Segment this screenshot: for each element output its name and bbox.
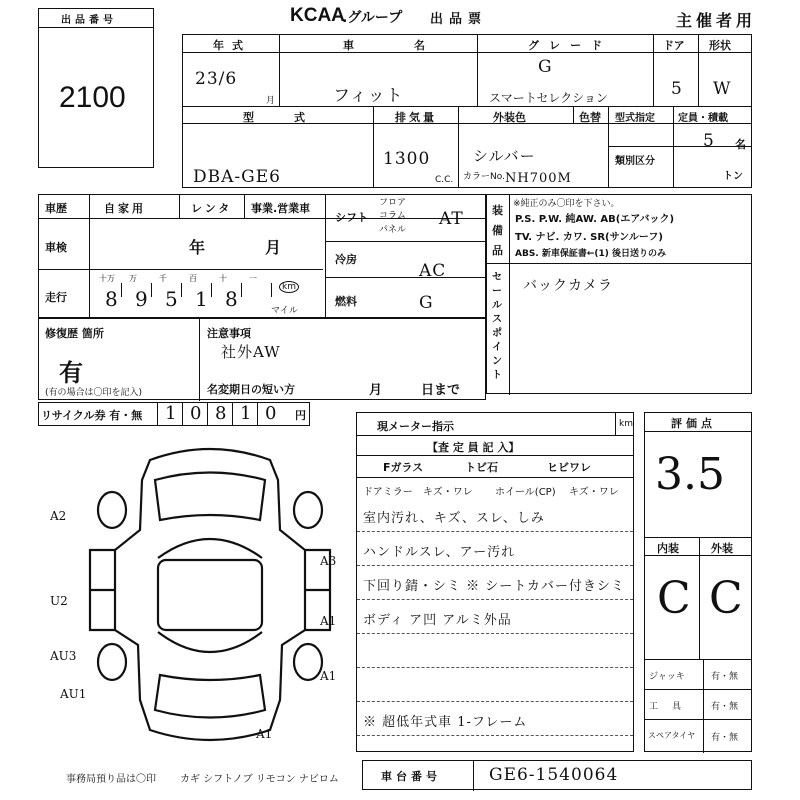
recycle-digit: 0 xyxy=(190,403,203,424)
inspector-note-line: ボディ ア凹 アルミ外品 xyxy=(363,613,512,628)
door-label: ドア xyxy=(663,39,685,52)
displacement-value: 1300 xyxy=(383,149,431,169)
tools-label: 工具 xyxy=(649,702,696,712)
km-label: km xyxy=(279,281,299,293)
capacity-unit: 名 xyxy=(735,138,746,151)
mileage-digit: 8 xyxy=(225,287,239,311)
grade-value: G xyxy=(538,57,553,77)
fuel-label: 燃料 xyxy=(335,295,357,308)
ac-label: 冷房 xyxy=(335,253,357,266)
equipment-line1: P.S. P.W. 純AW. AB(エアバック) xyxy=(515,214,675,225)
recycle-digit: 8 xyxy=(215,403,228,424)
damage-code-label: A1 xyxy=(256,727,273,741)
tools-yes-no: 有・無 xyxy=(711,702,739,712)
model-value: DBA-GE6 xyxy=(193,167,281,187)
mileage-digit: 1 xyxy=(195,287,209,311)
vehicle-info-table xyxy=(182,34,752,188)
wheel-label: ホイール(CP) xyxy=(495,487,556,498)
capacity-label: 定員・積載 xyxy=(678,113,728,124)
color-value: シルバー xyxy=(473,147,536,165)
mileage-digit: 8 xyxy=(105,287,119,311)
exterior-label: 外装 xyxy=(711,542,733,555)
damage-code-label: AU3 xyxy=(50,649,77,663)
score-label: 評価点 xyxy=(671,417,716,430)
inspector-title: 【査 定 員 記 入】 xyxy=(427,441,520,454)
damage-code-label: A2 xyxy=(50,509,67,523)
deadline-day: 日まで xyxy=(421,383,461,398)
lot-number-box xyxy=(38,8,154,168)
damage-code-label: A3 xyxy=(320,554,337,568)
inspection-label: 車検 xyxy=(45,241,67,254)
mileage-digit: 9 xyxy=(135,287,149,311)
car-name-value: フィット xyxy=(333,86,404,106)
sales-point-value: バックカメラ xyxy=(523,278,613,294)
color-change-label: 色替 xyxy=(579,111,601,124)
inspector-note-line: ハンドルスレ、アー汚れ xyxy=(363,545,516,560)
mileage-unit-label: 万 xyxy=(129,274,137,283)
shift-value: AT xyxy=(439,209,464,229)
mileage-label: 走行 xyxy=(45,291,67,304)
inspector-note-line: 室内汚れ、キズ、スレ、しみ xyxy=(363,511,545,526)
inspector-note-line: ※ 超低年式車 1-フレーム xyxy=(363,715,528,730)
exterior-value: C xyxy=(709,573,743,624)
floor-label: フロア xyxy=(379,198,407,208)
chassis-label: 車台番号 xyxy=(381,770,441,783)
damage-code-label: A1 xyxy=(320,669,337,683)
panel-label: パネル xyxy=(379,225,407,235)
color-no-label: カラーNo. xyxy=(463,172,505,182)
equipment-side-label: 装備品 xyxy=(492,204,503,257)
jack-label: ジャッキ xyxy=(649,672,685,682)
interior-value: C xyxy=(657,573,691,624)
repair-label: 修復歴 箇所 xyxy=(45,327,104,340)
car-damage-diagram xyxy=(50,440,360,760)
displacement-label: 排気量 xyxy=(395,111,437,124)
model-label: 型式 xyxy=(243,111,345,124)
private-use-label: 自家用 xyxy=(104,202,146,215)
organizer-label: 主催者用 xyxy=(676,11,757,30)
chassis-box xyxy=(362,760,752,790)
chassis-value: GE6-1540064 xyxy=(489,765,619,785)
door-mirror-label: ドアミラー xyxy=(363,487,413,498)
mileage-unit-label: 一 xyxy=(249,274,257,283)
capacity-value: 5 xyxy=(703,131,715,151)
shape-label: 形状 xyxy=(709,39,731,52)
cc-unit: C.C. xyxy=(435,175,454,185)
recycle-digit: 1 xyxy=(165,403,178,424)
recycle-digit: 0 xyxy=(265,403,278,424)
equipment-line3: ABS. 新車保証書←(1) 後日送りのみ xyxy=(515,249,667,259)
door-value: 5 xyxy=(671,79,683,99)
fuel-value: G xyxy=(419,293,434,313)
business-label: 事業.営業車 xyxy=(251,202,311,215)
damage-code-label: U2 xyxy=(50,594,68,608)
mileage-unit-label: 十 xyxy=(219,274,227,283)
office-note: 事務局預り品は〇印 xyxy=(66,774,156,785)
mileage-unit-label: 百 xyxy=(189,274,197,283)
recycle-unit: 円 xyxy=(295,409,306,422)
deadline-month: 月 xyxy=(369,383,383,398)
mileage-digit: 5 xyxy=(165,287,179,311)
equipment-note: ※純正のみ〇印を下さい。 xyxy=(513,199,620,209)
year-label: 年式 xyxy=(213,39,251,52)
lot-number-label: 出品番号 xyxy=(61,15,117,26)
color-label: 外装色 xyxy=(493,111,526,124)
equipment-line2: TV. ナビ. カワ. SR(サンルーフ) xyxy=(515,232,663,243)
deadline-label: 名変期日の短い方 xyxy=(207,383,295,396)
fglass-label: Fガラス xyxy=(383,461,424,474)
recycle-box xyxy=(38,402,310,426)
office-items: カギ シフトノブ リモコン ナビロム xyxy=(180,774,339,785)
fglass-crack: ヒビワレ xyxy=(547,461,591,474)
sales-point-label: セールスポイント xyxy=(492,272,502,381)
brand-logo: KCAA xyxy=(290,5,345,26)
rating-box xyxy=(644,412,752,752)
ton-unit: トン xyxy=(723,171,743,182)
shape-value: W xyxy=(713,79,732,99)
inspection-month: 月 xyxy=(265,238,282,257)
score-value: 3.5 xyxy=(655,449,725,500)
meter-label: 現メーター指示 xyxy=(377,420,454,433)
color-no-value: NH700M xyxy=(505,171,572,186)
mile-label: マイル xyxy=(271,306,298,316)
wheel-option: キズ・ワレ xyxy=(569,487,619,498)
recycle-label: リサイクル券 有・無 xyxy=(41,409,143,422)
interior-label: 内装 xyxy=(657,542,679,555)
rental-label: レンタ xyxy=(191,202,233,215)
remarks-value: 社外AW xyxy=(221,343,281,361)
jack-yes-no: 有・無 xyxy=(711,672,739,682)
inspector-note-line: 下回り錆・シミ ※ シートカバー付きシミ xyxy=(363,579,625,594)
lot-number: 2100 xyxy=(59,81,126,114)
inspection-year: 年 xyxy=(189,238,206,257)
month-char: 月 xyxy=(266,96,276,106)
spare-label: スペアタイヤ xyxy=(648,731,696,740)
history-label: 車歴 xyxy=(45,202,67,215)
meter-unit: km xyxy=(619,419,633,429)
inspector-notes-box xyxy=(356,412,634,752)
recycle-digit: 1 xyxy=(240,403,253,424)
equipment-box xyxy=(486,194,752,394)
grade-sub: スマートセレクション xyxy=(489,91,608,105)
ac-value: AC xyxy=(419,261,447,281)
spare-yes-no: 有・無 xyxy=(711,733,739,743)
year-value: 23/6 xyxy=(195,69,238,89)
repair-note: (有の場合は〇印を記入) xyxy=(45,388,143,398)
grade-label: グレード xyxy=(528,39,612,52)
damage-code-label: AU1 xyxy=(60,687,87,701)
repair-table xyxy=(38,318,486,400)
car-name-label: 車名 xyxy=(343,39,485,52)
type-designation-label: 型式指定 xyxy=(615,113,655,124)
damage-code-label: A1 xyxy=(320,614,337,628)
fglass-chip: トビ石 xyxy=(465,461,498,474)
mileage-unit-label: 千 xyxy=(159,274,167,283)
shift-label: シフト xyxy=(335,211,368,224)
repair-value: 有 xyxy=(59,359,83,387)
history-table xyxy=(38,194,486,318)
mileage-unit-label: 十万 xyxy=(99,274,115,283)
door-mirror-option: キズ・ワレ xyxy=(423,487,473,498)
sheet-title: 出品票 xyxy=(430,12,488,27)
remarks-label: 注意事項 xyxy=(207,327,251,340)
class-label: 類別区分 xyxy=(615,156,655,167)
column-label: コラム xyxy=(379,211,406,221)
group-title: .グループ xyxy=(342,10,403,26)
